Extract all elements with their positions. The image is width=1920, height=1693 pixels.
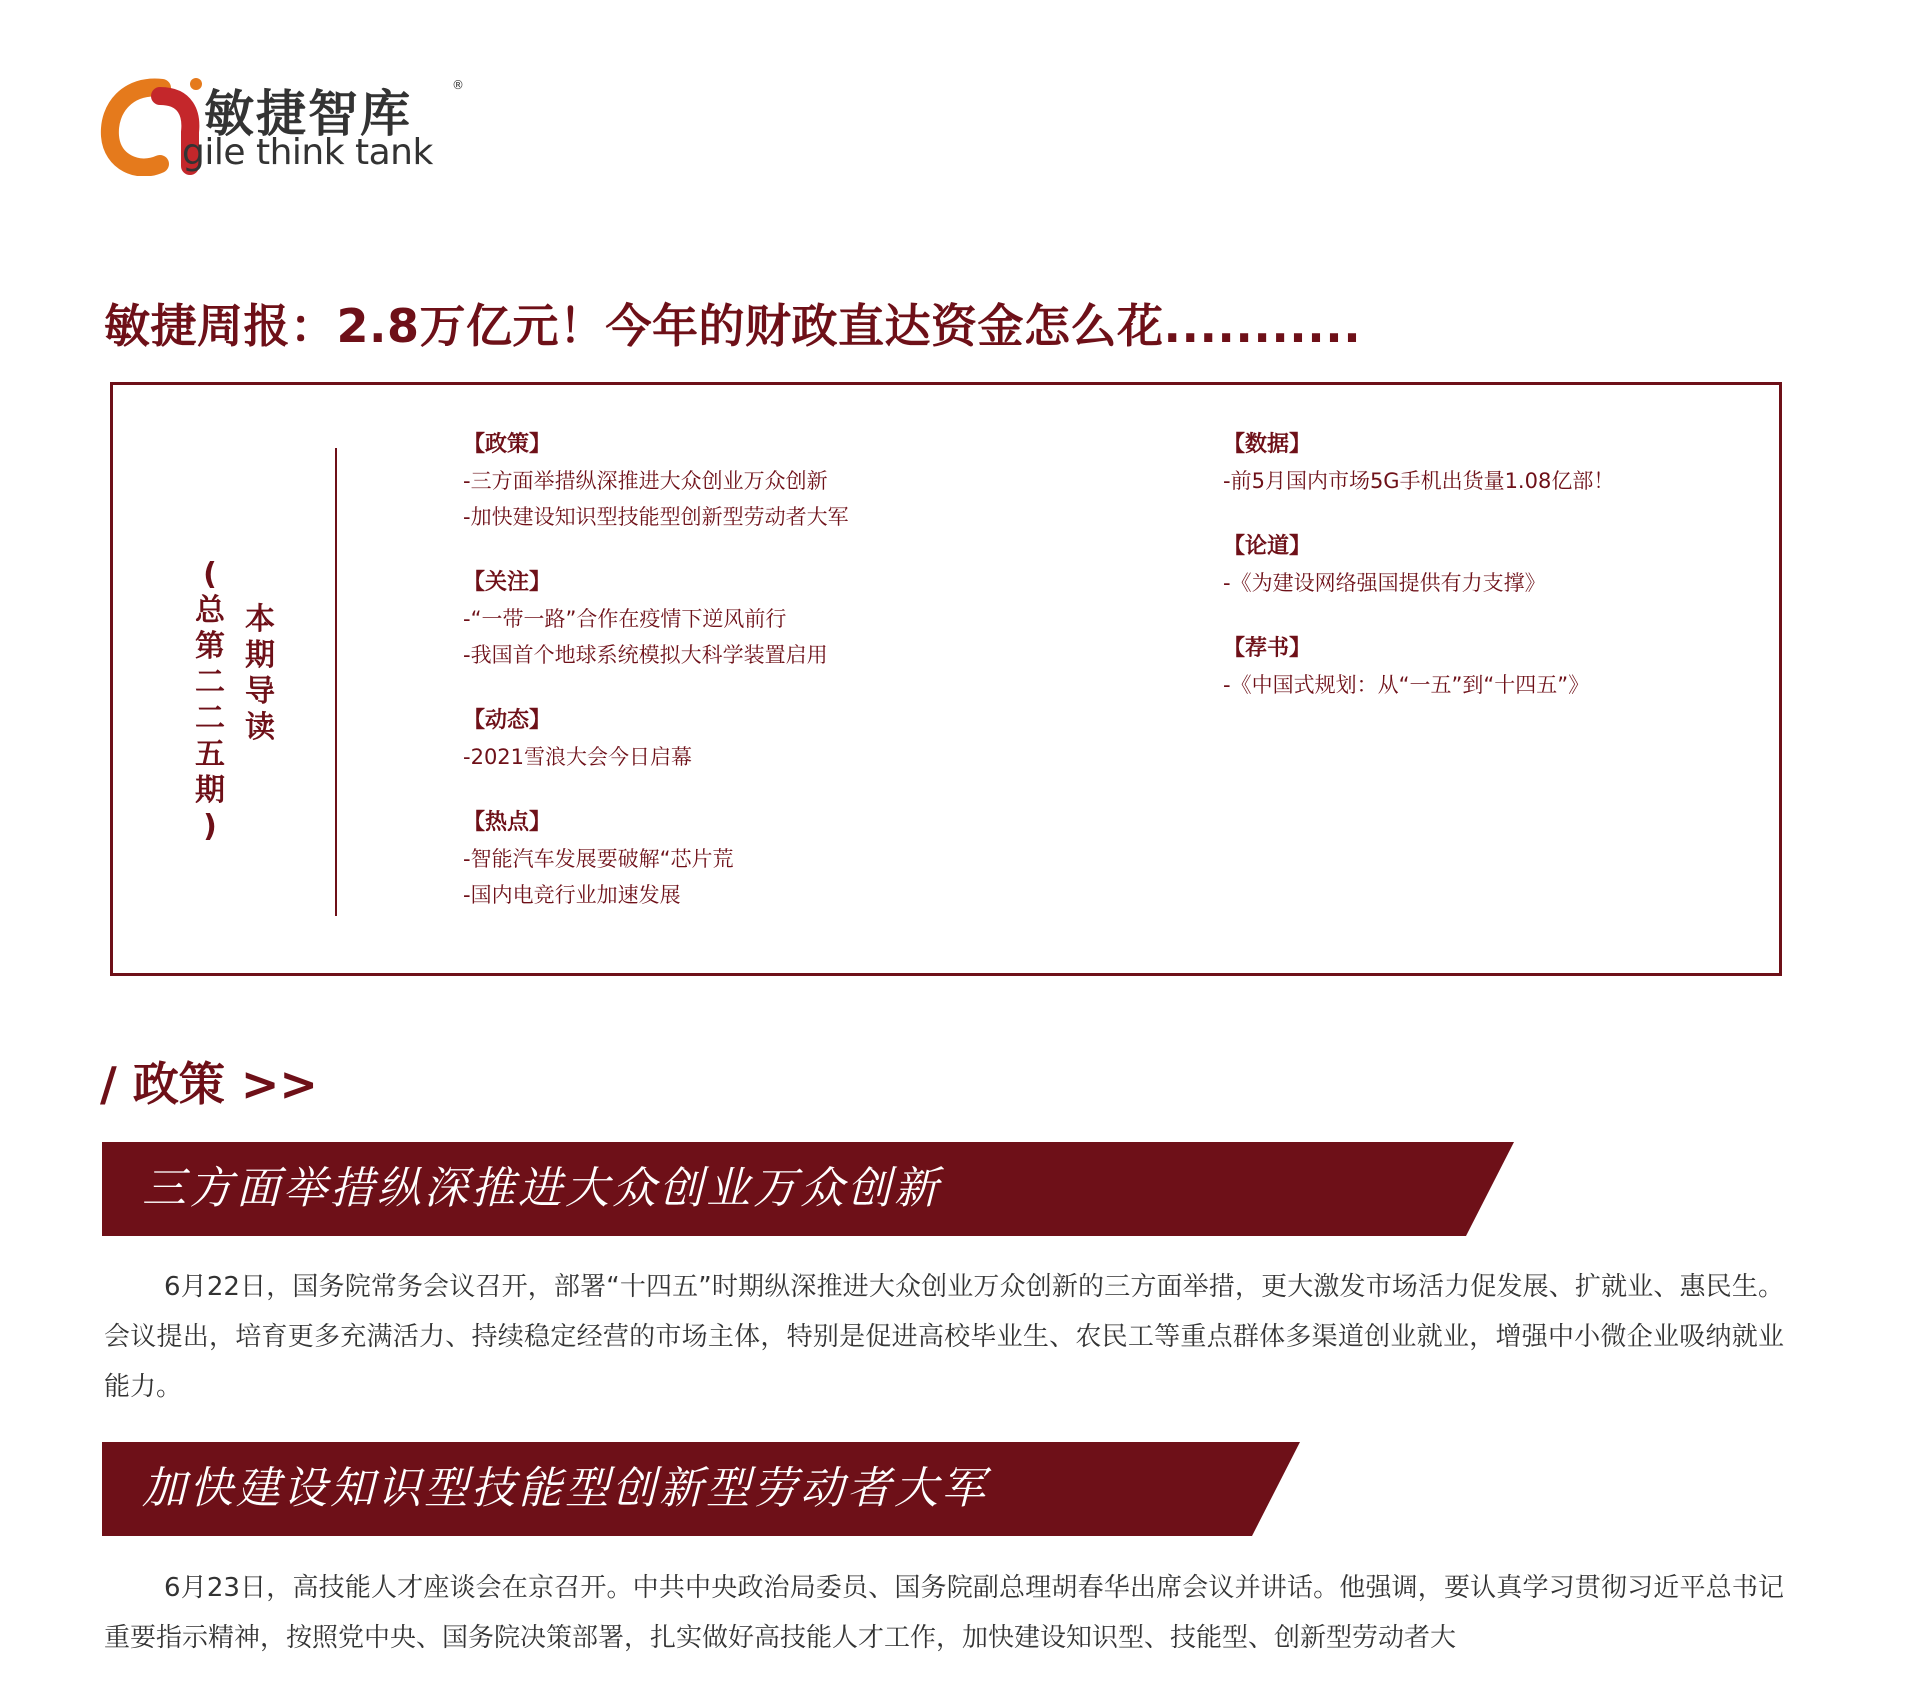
toc-section-heading: 【论道】	[1223, 534, 1312, 559]
toc-section-heading: 【关注】	[463, 570, 552, 595]
toc-link[interactable]: -《为建设网络强国提供有力支撑》	[1223, 571, 1546, 595]
toc-label-char: 二	[195, 665, 225, 700]
toc-right-column	[1223, 427, 1614, 733]
toc-section-books	[1223, 631, 1614, 703]
toc-link[interactable]: -我国首个地球系统模拟大科学装置启用	[463, 643, 828, 667]
article-banner	[102, 1442, 1300, 1536]
toc-label-char: 导	[245, 674, 275, 709]
page-title: 敏捷周报：2.8万亿元！今年的财政直达资金怎么花...........	[104, 299, 1362, 353]
section-heading-policy: / 政策 >>	[100, 1057, 318, 1111]
logo-english-text: gile think tank	[182, 132, 433, 173]
toc-divider	[335, 448, 337, 916]
toc-section-heading: 【荐书】	[1223, 636, 1312, 661]
toc-label-char: 本	[245, 602, 275, 637]
toc-label-char: 期	[195, 773, 225, 808]
toc-label-char: 总	[195, 593, 225, 628]
toc-label-char: 第	[195, 629, 225, 664]
toc-label-issue	[190, 557, 230, 845]
toc-link[interactable]: -2021雪浪大会今日启幕	[463, 745, 693, 769]
toc-link[interactable]: -《中国式规划：从“一五”到“十四五”》	[1223, 673, 1590, 697]
toc-section-policy	[463, 427, 849, 535]
article-body: 6月22日，国务院常务会议召开，部署“十四五”时期纵深推进大众创业万众创新的三方面举措，更大激发市场活力促发展、扩就业、惠民生。会议提出，培育更多充满活力、持续稳定经营的市场主体，特别是促进高校毕业生、农民工等重点群体多渠道创业就业，增强中小微企业吸纳就业能力。	[104, 1272, 1784, 1402]
toc-link[interactable]: -三方面举措纵深推进大众创业万众创新	[463, 469, 828, 493]
toc-label-char: 五	[195, 737, 225, 772]
toc-label-main	[240, 602, 280, 746]
article-banner	[102, 1142, 1514, 1236]
article-body: 6月23日，高技能人才座谈会在京召开。中共中央政治局委员、国务院副总理胡春华出席会议并讲话。他强调，要认真学习贯彻习近平总书记重要指示精神，按照党中央、国务院决策部署，扎实做好高技能人才工作，加快建设知识型、技能型、创新型劳动者大	[104, 1573, 1784, 1653]
toc-section-heading: 【政策】	[463, 432, 552, 457]
toc-section-hot	[463, 805, 849, 913]
toc-link[interactable]: -智能汽车发展要破解“芯片荒	[463, 847, 734, 871]
article-title: 三方面举措纵深推进大众创业万众创新	[142, 1163, 941, 1214]
logo	[100, 66, 480, 176]
toc-section-opinion	[1223, 529, 1614, 601]
toc-box	[110, 382, 1782, 976]
toc-label-char: 期	[245, 638, 275, 673]
toc-link[interactable]: -“一带一路”合作在疫情下逆风前行	[463, 607, 787, 631]
toc-label-char: (	[203, 557, 217, 592]
toc-section-heading: 【数据】	[1223, 432, 1312, 457]
logo-chinese-text: 敏捷智库	[204, 85, 412, 143]
toc-section-focus	[463, 565, 849, 673]
toc-section-news	[463, 703, 849, 775]
article-title: 加快建设知识型技能型创新型劳动者大军	[142, 1463, 988, 1514]
toc-link[interactable]: -国内电竞行业加速发展	[463, 883, 681, 907]
toc-link[interactable]: -加快建设知识型技能型创新型劳动者大军	[463, 505, 849, 529]
toc-label-char: )	[203, 809, 217, 844]
toc-label-char: 二	[195, 701, 225, 736]
toc-link[interactable]: -前5月国内市场5G手机出货量1.08亿部！	[1223, 469, 1615, 493]
logo-registered-mark: ®	[452, 78, 464, 92]
toc-section-heading: 【热点】	[463, 810, 552, 835]
toc-section-data	[1223, 427, 1614, 499]
toc-label-char: 读	[245, 710, 275, 745]
toc-section-heading: 【动态】	[463, 708, 552, 733]
toc-left-column	[463, 427, 849, 943]
